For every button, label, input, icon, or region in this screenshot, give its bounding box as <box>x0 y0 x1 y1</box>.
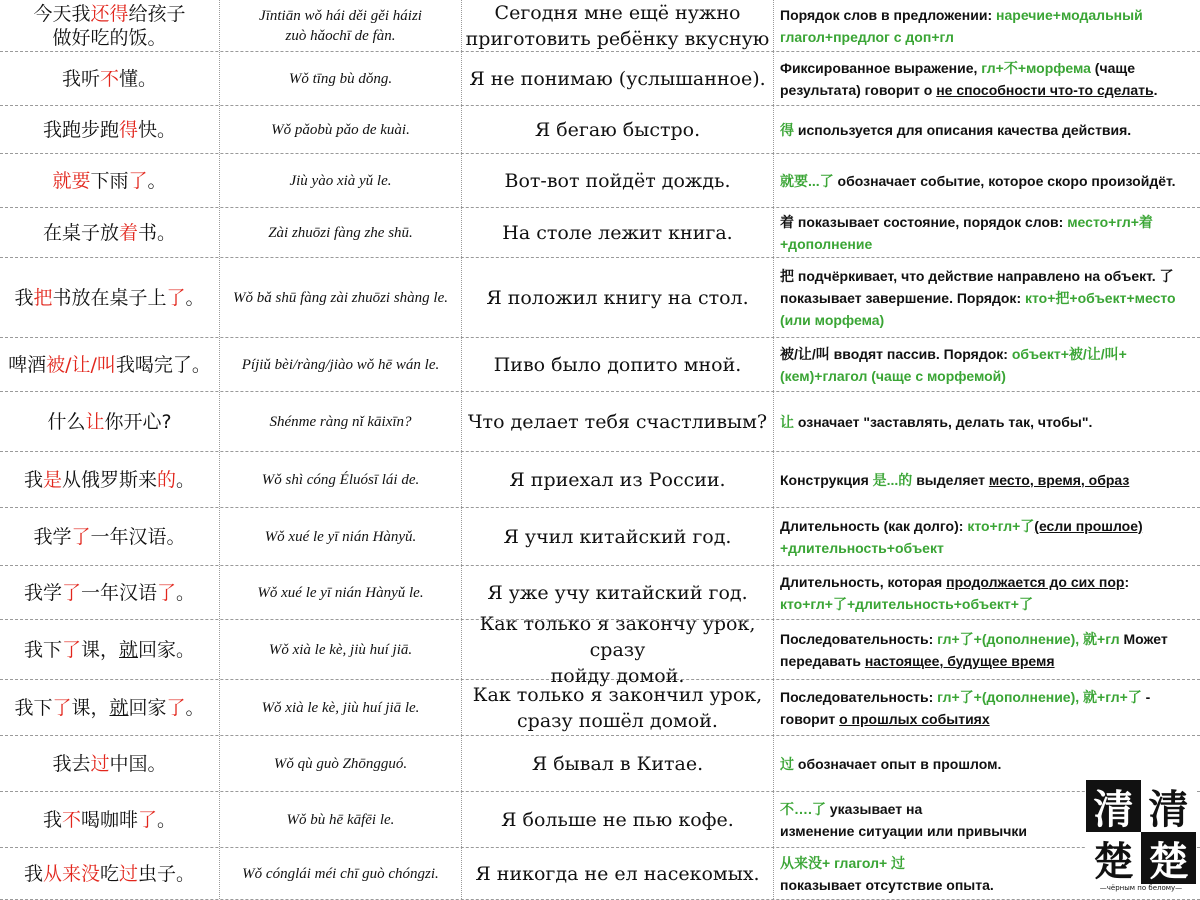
russian-translation <box>462 208 774 257</box>
highlighted-grammar-word: 得 <box>118 118 138 141</box>
grammar-pattern: +длительность+объект <box>780 539 944 556</box>
sentence-fragment: 我学 <box>33 525 72 548</box>
sentence-fragment: 课， <box>80 638 119 661</box>
note-text: показывает отсутствие опыта. <box>780 876 994 893</box>
logo-caption: —чёрным по белому— <box>1099 884 1183 892</box>
grammar-note <box>774 208 1200 257</box>
grammar-note <box>774 0 1200 51</box>
note-text: Длительность, которая <box>780 573 947 590</box>
pinyin <box>220 736 462 791</box>
highlighted-grammar-word: 了 <box>166 286 186 309</box>
note-text: Последовательность: <box>780 630 938 647</box>
highlighted-grammar-word: 了 <box>71 525 91 548</box>
pinyin <box>220 680 462 735</box>
translation-text: Сегодня мне ещё нужно приготовить ребёнку вкусную <box>465 1 770 50</box>
highlighted-grammar-word: 从来没 <box>42 862 100 885</box>
grammar-pattern: кто+гл+了+длительность+объект+了 <box>780 595 1033 612</box>
grammar-note <box>774 620 1200 679</box>
highlighted-grammar-word: 的 <box>157 468 177 491</box>
russian-translation <box>462 612 774 687</box>
grammar-pattern: наречие+модальный глагол+предлог с доп+гл <box>780 6 1143 45</box>
russian-translation <box>462 52 774 105</box>
translation-text: Я бывал в Китае. <box>531 752 704 775</box>
grammar-pattern: 就要...了 <box>780 172 834 189</box>
highlighted-grammar-word: 了 <box>61 638 81 661</box>
grammar-note <box>774 566 1200 619</box>
chinese-sentence <box>0 566 220 619</box>
note-text: : <box>1124 573 1130 590</box>
grammar-pattern: место+гл+着+дополнение <box>780 213 1153 252</box>
sentence-fragment: 喝咖啡 <box>80 808 138 831</box>
pinyin-text: Wǒ cónglái méi chī guò chóngzi. <box>242 865 439 882</box>
sentence-fragment: 回家 <box>128 696 167 719</box>
sentence-fragment: 。 <box>147 169 167 192</box>
sentence-fragment: 。 <box>176 468 196 491</box>
grammar-pattern: 不….了 <box>780 800 826 817</box>
grammar-pattern: кто+把+объект+место (или морфема) <box>780 289 1176 328</box>
chinese-sentence <box>0 338 220 391</box>
sentence-fragment: 吃 <box>99 862 119 885</box>
highlighted-grammar-word: 还得 <box>90 2 129 25</box>
sentence-fragment: 今天我 <box>33 2 91 25</box>
pinyin-text: Wǒ xià le kè, jiù huí jiā le. <box>261 699 420 716</box>
grammar-note <box>774 106 1200 153</box>
note-text: Последовательность: <box>780 688 938 705</box>
sentence-fragment: 我跑步跑 <box>42 118 119 141</box>
translation-text: На столе лежит книга. <box>502 221 733 244</box>
pinyin <box>220 620 462 679</box>
highlighted-grammar-word: 了 <box>166 696 186 719</box>
translation-text: Я приехал из России. <box>509 468 726 491</box>
sentence-fragment: 。 <box>157 808 177 831</box>
table-row <box>0 208 1200 258</box>
pinyin-text: Wǒ shì cóng Éluósī lái de. <box>261 471 420 488</box>
chinese-sentence <box>0 620 220 679</box>
underlined-word: 就 <box>109 696 129 719</box>
sentence-fragment: 。 <box>185 696 205 719</box>
grammar-note <box>774 680 1200 735</box>
grammar-note <box>774 508 1200 565</box>
sentence-fragment: 中国。 <box>109 752 167 775</box>
grammar-note <box>774 392 1200 451</box>
chinese-sentence <box>0 258 220 337</box>
chinese-sentence <box>0 0 220 51</box>
chinese-sentence <box>0 106 220 153</box>
translation-text: Я никогда не ел насекомых. <box>475 862 760 885</box>
sentence-fragment: 我 <box>42 808 62 831</box>
grammar-note <box>774 452 1200 507</box>
pinyin <box>220 792 462 847</box>
table-row <box>0 452 1200 508</box>
grammar-pattern: 是...的 <box>872 471 913 488</box>
sentence-fragment: 我喝完了。 <box>115 353 211 376</box>
table-row <box>0 392 1200 452</box>
pinyin-text: Shénme ràng nǐ kāixīn? <box>269 413 412 430</box>
note-text: Порядок слов в предложении: <box>780 6 997 23</box>
grammar-pattern: 得 <box>780 121 794 138</box>
sentence-fragment: 啤酒 <box>8 353 47 376</box>
highlighted-grammar-word: 让 <box>85 410 105 433</box>
translation-text: Как только я закончу урок, сразу пойду домой. <box>479 612 756 687</box>
note-text: 被/让/叫 вводят пассив. Порядок: <box>780 345 1012 362</box>
sentence-fragment: 什么 <box>47 410 86 433</box>
russian-translation <box>462 392 774 451</box>
highlighted-grammar-word: 被/让/叫 <box>46 353 116 376</box>
sentence-fragment: 我 <box>14 286 34 309</box>
russian-translation <box>462 258 774 337</box>
grammar-pattern: кто+гл+了 <box>967 517 1035 534</box>
russian-translation <box>462 106 774 153</box>
pinyin-text: Píjiǔ bèi/ràng/jiào wǒ hē wán le. <box>241 356 440 373</box>
table-row <box>0 848 1200 900</box>
note-text: Конструкция <box>780 471 873 488</box>
note-text: Длительность (как долго): <box>780 517 968 534</box>
translation-text: Пиво было допито мной. <box>493 353 742 376</box>
russian-translation <box>462 680 774 735</box>
highlighted-grammar-word: 了 <box>52 696 72 719</box>
russian-translation <box>462 792 774 847</box>
pinyin-text: Wǒ pǎobù pǎo de kuài. <box>271 121 410 138</box>
table-row <box>0 154 1200 208</box>
russian-translation <box>462 0 774 51</box>
pinyin-text: Wǒ bù hē kāfēi le. <box>286 811 395 828</box>
note-text: - говорит <box>780 688 1151 727</box>
sentence-fragment: 从俄罗斯来 <box>61 468 157 491</box>
sentence-fragment: 你开心? <box>104 410 172 433</box>
grammar-pattern: 从来没+ глагол+ 过 <box>780 854 906 871</box>
pinyin-text: Wǒ tīng bù dǒng. <box>288 70 393 87</box>
sentence-fragment: 我 <box>23 862 43 885</box>
pinyin <box>220 566 462 619</box>
highlighted-grammar-word: 了 <box>128 169 148 192</box>
sentence-fragment: 我听 <box>61 67 100 90</box>
underlined-term: о прошлых событиях <box>839 710 990 727</box>
chinese-sentence <box>0 208 220 257</box>
chinese-sentence <box>0 680 220 735</box>
chinese-sentence <box>0 392 220 451</box>
underlined-term: настоящее, будущее время <box>864 652 1055 669</box>
translation-text: Я положил книгу на стол. <box>486 286 749 309</box>
pinyin-text: Jīntiān wǒ hái děi gěi háizi zuò hǎochī de fàn. <box>259 7 422 44</box>
note-text: Фиксированное выражение, <box>780 59 982 76</box>
sentence-fragment: 我学 <box>23 581 62 604</box>
sentence-fragment: 虫子。 <box>138 862 196 885</box>
highlighted-grammar-word: 着 <box>118 221 138 244</box>
translation-text: Я не понимаю (услышанное). <box>469 67 766 90</box>
logo-mark <box>1086 780 1196 884</box>
pinyin <box>220 52 462 105</box>
russian-translation <box>462 736 774 791</box>
note-text: указывает на изменение ситуации или привычки <box>780 800 1027 839</box>
note-text: 把 подчёркивает, что действие направлено на объект. 了 показывает завершение. Порядок: <box>780 267 1174 306</box>
sentence-fragment: 给孩子 做好吃的饭。 <box>52 2 186 49</box>
table-row <box>0 106 1200 154</box>
pinyin-text: Zài zhuōzi fàng zhe shū. <box>268 224 413 241</box>
chinese-sentence <box>0 508 220 565</box>
grammar-pattern: гл+了+(дополнение), 就+гл+了 <box>937 688 1142 705</box>
table-row <box>0 680 1200 736</box>
sentence-fragment: 回家。 <box>138 638 196 661</box>
pinyin <box>220 338 462 391</box>
highlighted-grammar-word: 了 <box>138 808 158 831</box>
table-row <box>0 0 1200 52</box>
translation-text: Как только я закончил урок, сразу пошёл домой. <box>472 683 763 732</box>
grammar-pattern: гл+不+морфема <box>981 59 1091 76</box>
highlighted-grammar-word: 是 <box>42 468 62 491</box>
highlighted-grammar-word: 了 <box>61 581 81 604</box>
translation-text: Я учил китайский год. <box>503 525 732 548</box>
pinyin-text: Wǒ bǎ shū fàng zài zhuōzi shàng le. <box>232 289 448 306</box>
highlighted-grammar-word: 不 <box>61 808 81 831</box>
grammar-note <box>774 52 1200 105</box>
grammar-note <box>774 258 1200 337</box>
note-text: означает "заставлять, делать так, чтобы". <box>794 413 1093 430</box>
highlighted-grammar-word: 不 <box>99 67 119 90</box>
note-text: Может передавать <box>780 630 1168 669</box>
pinyin <box>220 106 462 153</box>
underlined-term: место, время, образ <box>988 471 1130 488</box>
translation-text: Я уже учу китайский год. <box>487 581 748 604</box>
sentence-fragment: 懂。 <box>119 67 158 90</box>
sentence-fragment: 书放在桌子上 <box>52 286 167 309</box>
chinese-sentence <box>0 736 220 791</box>
pinyin-text: Wǒ qù guò Zhōngguó. <box>273 755 408 772</box>
sentence-fragment: 一年汉语。 <box>90 525 186 548</box>
sentence-fragment: 我下 <box>23 638 62 661</box>
underlined-term: не способности что-то сделать <box>936 81 1154 98</box>
logo-char: 清 <box>1086 780 1141 832</box>
grammar-pattern: 让 <box>780 413 794 430</box>
table-row <box>0 508 1200 566</box>
pinyin <box>220 848 462 899</box>
highlighted-grammar-word: 了 <box>157 581 177 604</box>
pinyin-text: Wǒ xué le yī nián Hànyǔ. <box>264 528 417 545</box>
russian-translation <box>462 338 774 391</box>
underlined-term: (если прошлое) <box>1034 517 1143 534</box>
pinyin-text: Jiù yào xià yǔ le. <box>289 172 392 189</box>
chinese-sentence <box>0 452 220 507</box>
highlighted-grammar-word: 就要 <box>52 169 91 192</box>
sentence-fragment: 我下 <box>14 696 53 719</box>
grammar-note <box>774 154 1200 207</box>
underlined-term: продолжается до сих пор <box>946 573 1125 590</box>
russian-translation <box>462 154 774 207</box>
chinese-sentence <box>0 52 220 105</box>
note-text: 着 показывает состояние, порядок слов: <box>780 213 1068 230</box>
russian-translation <box>462 452 774 507</box>
translation-text: Вот-вот пойдёт дождь. <box>504 169 731 192</box>
russian-translation <box>462 848 774 899</box>
grammar-pattern: 过 <box>780 755 794 772</box>
table-row <box>0 52 1200 106</box>
logo-char: 楚 <box>1141 832 1196 884</box>
pinyin-text: Wǒ xià le kè, jiù huí jiā. <box>268 641 413 658</box>
pinyin <box>220 154 462 207</box>
grammar-pattern: гл+了+(дополнение), 就+гл <box>937 630 1120 647</box>
logo <box>1086 780 1196 896</box>
sentence-fragment: 在桌子放 <box>42 221 119 244</box>
pinyin <box>220 392 462 451</box>
sentence-fragment: 一年汉语 <box>80 581 157 604</box>
highlighted-grammar-word: 过 <box>90 752 110 775</box>
sentence-fragment: 快。 <box>138 118 177 141</box>
logo-char: 楚 <box>1086 832 1141 884</box>
chinese-sentence <box>0 848 220 899</box>
pinyin-text: Wǒ xué le yī nián Hànyǔ le. <box>257 584 424 601</box>
sentence-fragment: 课， <box>71 696 110 719</box>
highlighted-grammar-word: 过 <box>119 862 139 885</box>
translation-text: Я бегаю быстро. <box>534 118 701 141</box>
sentence-fragment: 下雨 <box>90 169 129 192</box>
pinyin <box>220 0 462 51</box>
highlighted-grammar-word: 把 <box>33 286 53 309</box>
chinese-sentence <box>0 792 220 847</box>
table-row <box>0 258 1200 338</box>
sentence-fragment: 书。 <box>138 221 177 244</box>
pinyin <box>220 508 462 565</box>
pinyin <box>220 452 462 507</box>
pinyin <box>220 258 462 337</box>
note-text: обозначает опыт в прошлом. <box>794 755 1002 772</box>
translation-text: Что делает тебя счастливым? <box>467 410 768 433</box>
table-row <box>0 612 1200 687</box>
sentence-fragment: 。 <box>176 581 196 604</box>
note-text: (чаще результата) говорит о <box>780 59 1135 98</box>
russian-translation <box>462 508 774 565</box>
sentence-fragment: 。 <box>185 286 205 309</box>
chinese-sentence <box>0 154 220 207</box>
note-text: . <box>1153 81 1158 98</box>
logo-char: 清 <box>1141 780 1196 832</box>
note-text: обозначает событие, которое скоро произойдёт. <box>833 172 1176 189</box>
table-row <box>0 736 1200 792</box>
grammar-pattern: объект+被/让/叫+(кем)+глагол (чаще с морфемой) <box>780 345 1127 384</box>
underlined-word: 就 <box>119 638 139 661</box>
sentence-fragment: 我去 <box>52 752 91 775</box>
note-text: используется для описания качества действия. <box>794 121 1132 138</box>
table-row <box>0 792 1200 848</box>
grammar-note <box>774 338 1200 391</box>
sentence-fragment: 我 <box>23 468 43 491</box>
note-text: выделяет <box>912 471 989 488</box>
pinyin <box>220 208 462 257</box>
table-row <box>0 338 1200 392</box>
translation-text: Я больше не пью кофе. <box>501 808 734 831</box>
